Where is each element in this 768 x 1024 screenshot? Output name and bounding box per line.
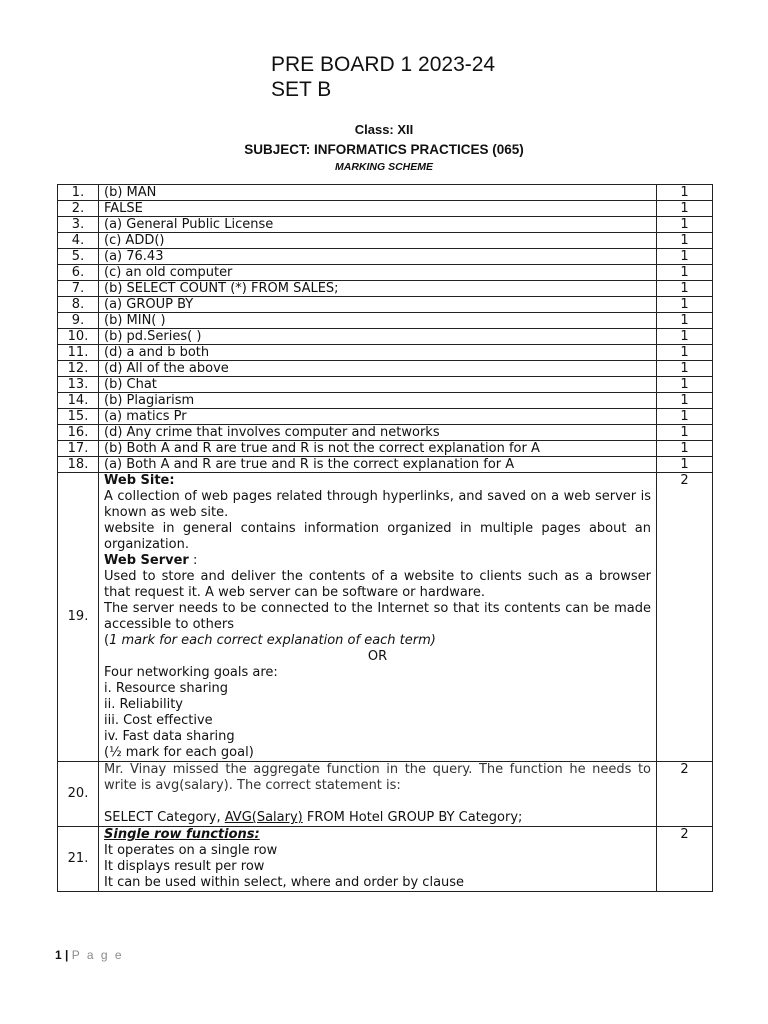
answer-cell: (b) Chat: [99, 377, 657, 393]
table-row: [58, 329, 713, 345]
q19-note-1-open: (: [104, 633, 110, 648]
marks-cell: 1: [657, 377, 713, 393]
q19-goal-4: iv. Fast data sharing: [104, 729, 235, 744]
marks-cell: 1: [657, 185, 713, 201]
marks-cell: 1: [657, 393, 713, 409]
document-title: [271, 52, 495, 102]
q20-sql-statement: [104, 810, 651, 826]
answer-cell: (b) MIN( ): [99, 313, 657, 329]
q19-goal-1: i. Resource sharing: [104, 681, 229, 696]
question-number: 1.: [58, 185, 99, 201]
answer-cell: (a) 76.43: [99, 249, 657, 265]
answer-cell: (a) matics Pr: [99, 409, 657, 425]
marks-cell: 1: [657, 409, 713, 425]
subject-line: SUBJECT: INFORMATICS PRACTICES (065): [244, 142, 524, 157]
marks-cell: 1: [657, 441, 713, 457]
q19-heading-webserver-suffix: :: [188, 553, 198, 568]
q21-line-2: It displays result per row: [104, 859, 265, 874]
marks-cell: 1: [657, 313, 713, 329]
table-row: [58, 361, 713, 377]
table-row: [58, 457, 713, 473]
marks-cell: 1: [657, 361, 713, 377]
q21-heading: Single row functions:: [104, 827, 260, 842]
question-number: 19.: [58, 473, 99, 762]
answer-cell: (c) an old computer: [99, 265, 657, 281]
marks-cell: 1: [657, 265, 713, 281]
short-answer-rows: [58, 185, 713, 473]
question-number: 10.: [58, 329, 99, 345]
page-footer: [55, 948, 124, 962]
marks-cell: 2: [657, 827, 713, 892]
answer-cell: (d) All of the above: [99, 361, 657, 377]
answer-cell: (a) GROUP BY: [99, 297, 657, 313]
q20-spacer: [104, 794, 651, 810]
q20-sql-part-a: SELECT Category,: [104, 810, 225, 825]
question-number: 17.: [58, 441, 99, 457]
question-number: 15.: [58, 409, 99, 425]
q19-goals-intro: Four networking goals are:: [104, 665, 278, 680]
table-row: [58, 249, 713, 265]
question-number: 13.: [58, 377, 99, 393]
table-row: [58, 393, 713, 409]
table-row: [58, 345, 713, 361]
marks-cell: 1: [657, 201, 713, 217]
marks-cell: 1: [657, 329, 713, 345]
question-number: 9.: [58, 313, 99, 329]
question-number: 7.: [58, 281, 99, 297]
answer-cell: (d) a and b both: [99, 345, 657, 361]
answer-cell: [99, 762, 657, 827]
answer-cell: [99, 827, 657, 892]
q19-note-1-line: [104, 633, 651, 649]
question-number: 2.: [58, 201, 99, 217]
marks-cell: 2: [657, 473, 713, 762]
marking-scheme-table: [57, 184, 713, 892]
question-number: 20.: [58, 762, 99, 827]
table-row: [58, 201, 713, 217]
marks-cell: 1: [657, 217, 713, 233]
table-row: [58, 281, 713, 297]
marks-cell: 1: [657, 297, 713, 313]
q21-line-3: It can be used within select, where and order by clause: [104, 875, 465, 890]
table-row: [58, 233, 713, 249]
table-row-q19: [58, 473, 713, 762]
q19-paragraph-4: The server needs to be connected to the Internet so that its contents can be made accessible to others: [104, 601, 651, 632]
question-number: 18.: [58, 457, 99, 473]
page-word: P a g e: [71, 948, 124, 962]
marks-cell: 1: [657, 281, 713, 297]
q20-sql-part-c: FROM Hotel GROUP BY Category;: [302, 810, 523, 825]
q19-heading-website: Web Site:: [104, 473, 175, 488]
q19-paragraph-2: website in general contains information organized in multiple pages about an organization.: [104, 521, 651, 552]
question-number: 5.: [58, 249, 99, 265]
marking-scheme-label: MARKING SCHEME: [334, 161, 433, 173]
answer-cell: (b) MAN: [99, 185, 657, 201]
marks-cell: 1: [657, 425, 713, 441]
footer-separator: |: [65, 948, 69, 962]
q19-goal-3: iii. Cost effective: [104, 713, 213, 728]
answer-cell: (b) SELECT COUNT (*) FROM SALES;: [99, 281, 657, 297]
q19-goal-2: ii. Reliability: [104, 697, 184, 712]
marks-cell: 1: [657, 249, 713, 265]
q19-paragraph-1: A collection of web pages related through hyperlinks, and saved on a web server is known as web site.: [104, 489, 651, 520]
q21-line-1: It operates on a single row: [104, 843, 278, 858]
question-number: 16.: [58, 425, 99, 441]
marks-cell: 1: [657, 457, 713, 473]
answer-cell: (a) Both A and R are true and R is the correct explanation for A: [99, 457, 657, 473]
table-row: [58, 425, 713, 441]
answer-cell: (b) Both A and R are true and R is not the correct explanation for A: [99, 441, 657, 457]
question-number: 6.: [58, 265, 99, 281]
q19-heading-webserver: Web Server: [104, 553, 189, 568]
q19-note-2: (½ mark for each goal): [104, 745, 254, 760]
marks-cell: 1: [657, 233, 713, 249]
table-row: [58, 409, 713, 425]
answer-cell: (c) ADD(): [99, 233, 657, 249]
q19-or: OR: [367, 649, 388, 664]
table-row: [58, 185, 713, 201]
table-row-q21: [58, 827, 713, 892]
question-number: 3.: [58, 217, 99, 233]
page-number: 1: [55, 948, 62, 962]
table-row: [58, 377, 713, 393]
title-line-2: SET B: [271, 78, 332, 101]
answer-cell: (b) Plagiarism: [99, 393, 657, 409]
class-line: Class: XII: [354, 122, 414, 137]
table-row: [58, 217, 713, 233]
q19-heading-webserver-line: [104, 553, 651, 569]
question-number: 12.: [58, 361, 99, 377]
q20-paragraph: Mr. Vinay missed the aggregate function in the query. The function he needs to write is avg(salary). The correct statement is:: [104, 762, 651, 793]
table-row: [58, 313, 713, 329]
title-line-1: PRE BOARD 1 2023-24: [271, 53, 496, 76]
answer-cell: (b) pd.Series( ): [99, 329, 657, 345]
question-number: 8.: [58, 297, 99, 313]
table-row: [58, 265, 713, 281]
question-number: 14.: [58, 393, 99, 409]
question-number: 11.: [58, 345, 99, 361]
answer-cell: FALSE: [99, 201, 657, 217]
question-number: 4.: [58, 233, 99, 249]
question-number: 21.: [58, 827, 99, 892]
q19-paragraph-3: Used to store and deliver the contents of a website to clients such as a browser that request it. A web server can be software or hardware.: [104, 569, 651, 600]
answer-cell: (d) Any crime that involves computer and networks: [99, 425, 657, 441]
marks-cell: 2: [657, 762, 713, 827]
answer-cell: (a) General Public License: [99, 217, 657, 233]
q20-sql-part-b: AVG(Salary): [224, 810, 303, 825]
table-row: [58, 297, 713, 313]
q19-note-1: 1 mark for each correct explanation of each term): [109, 633, 436, 648]
answer-cell: [99, 473, 657, 762]
marks-cell: 1: [657, 345, 713, 361]
table-row: [58, 441, 713, 457]
table-row-q20: [58, 762, 713, 827]
